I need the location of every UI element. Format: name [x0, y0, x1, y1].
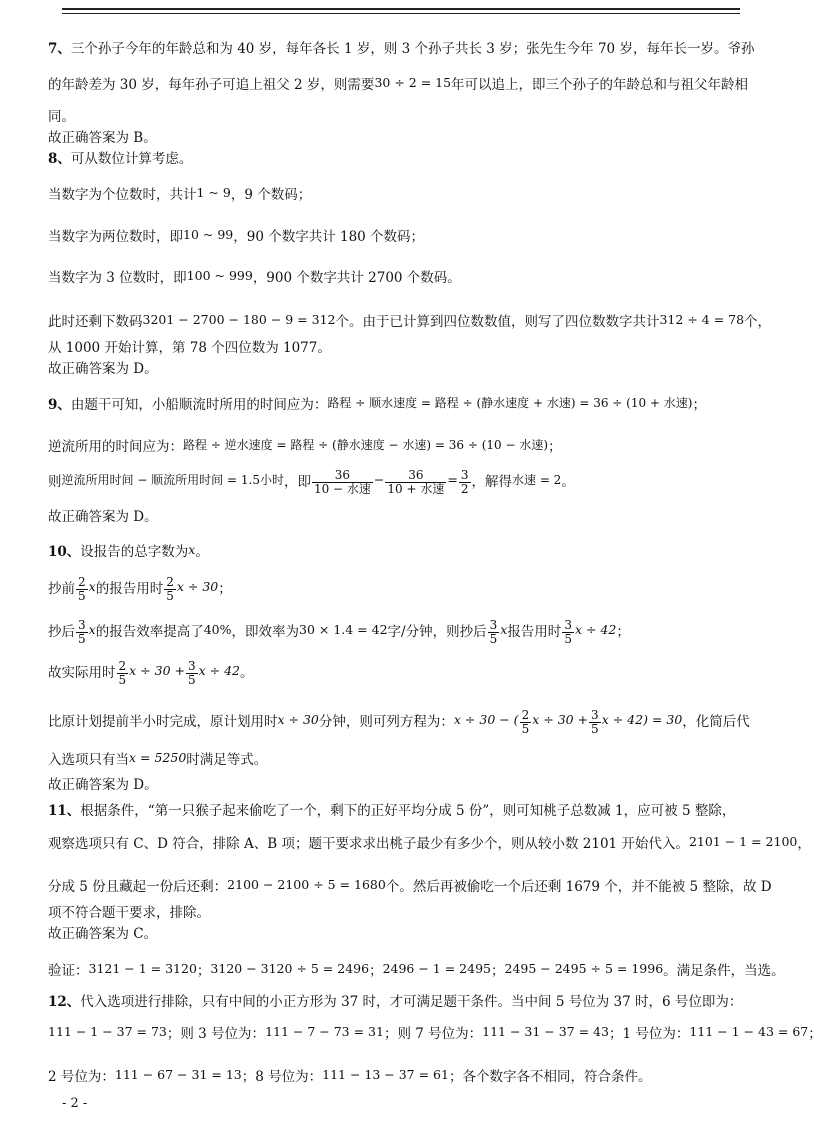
q12-math: 111 − 13 − 37 = 61 [322, 1067, 449, 1082]
q10-text: ； [616, 624, 630, 640]
q10-text: 报告用时 [507, 624, 562, 640]
fraction-numerator: 2 [78, 575, 86, 589]
q11-verification [48, 960, 785, 980]
q12-math: 111 − 67 − 31 = 13 [114, 1067, 242, 1082]
q11-math: 2100 − 2100 ÷ 5 = 1680 [227, 877, 386, 892]
q11-math: 3120 − 3120 ÷ 5 = 2496 [210, 961, 370, 976]
q10-line-2 [48, 615, 630, 647]
q8-intro: 可从数位计算考虑。 [70, 151, 193, 167]
q8-math: 3201 − 2700 − 180 − 9 = 312 [142, 312, 336, 327]
q9-text: 。 [561, 474, 575, 490]
q10-math: x ÷ 30 [176, 579, 219, 594]
q9-math: = [447, 472, 458, 487]
header-rule-thin [62, 13, 740, 14]
q11-line-2 [48, 833, 811, 853]
q10-answer: 故正确答案为 D。 [48, 777, 158, 793]
q10-text: 故实际用时 [48, 665, 116, 681]
fraction-numerator: 2 [166, 575, 174, 589]
page-number: - 2 - [62, 1096, 88, 1111]
q8-line-2 [48, 226, 424, 246]
q10-math: x ÷ 30 + [532, 712, 589, 727]
q10-text: 入选项只有当 [48, 752, 129, 768]
q8-text: ，90 个数字共计 180 个数码； [233, 229, 425, 245]
q10-text: 分钟，则可列方程为： [318, 714, 454, 730]
fraction-numerator: 3 [460, 468, 469, 482]
fraction-denominator: 5 [187, 673, 196, 687]
q8-math: 10 ~ 99 [183, 227, 234, 242]
q10-intro-line [48, 541, 209, 561]
fraction-numerator: 3 [78, 618, 86, 632]
q12-math: 111 − 1 − 37 = 73 [48, 1024, 167, 1039]
q12-text: ；则 7 号位为： [383, 1026, 483, 1042]
q10-math: x ÷ 30 [277, 712, 319, 727]
fraction-numerator: 2 [521, 708, 530, 722]
q10-fraction [186, 660, 198, 687]
q7-line-1 [48, 40, 754, 58]
q9-math: 路程 ÷ 顺水速度 = 路程 ÷ (静水速度 + 水速) = 36 ÷ (10 + 水速) [327, 396, 693, 410]
q10-text: 。 [240, 665, 254, 681]
q8-text: 当数字为个位数时，共计 [48, 187, 197, 203]
q8-text: 个。由于已计算到四位数数值，则写了四位数数字共计 [335, 314, 660, 330]
q10-math: 30 × 1.4 = 42 [299, 622, 388, 637]
q9-text: ，解得 [471, 474, 512, 490]
q9-text: 则 [48, 474, 62, 490]
q8-text: 此时还剩下数码 [48, 314, 143, 330]
q9-text: ，即 [283, 474, 311, 490]
q10-fraction [76, 619, 88, 646]
q10-math: x ÷ 30 − ( [453, 712, 519, 727]
q8-intro-line [48, 150, 192, 168]
q12-math: 111 − 7 − 73 = 31 [265, 1024, 384, 1039]
q8-answer: 故正确答案为 D。 [48, 361, 158, 377]
fraction-numerator: 36 [385, 469, 446, 483]
fraction-denominator: 5 [489, 632, 498, 646]
q9-line-1 [48, 394, 706, 414]
q10-fraction [562, 619, 574, 646]
q8-line-3 [48, 267, 461, 287]
q10-text: 的报告效率提高了 [95, 624, 204, 640]
q10-math: x [500, 622, 508, 637]
q8-text: 个， [744, 314, 772, 330]
q10-math: x [88, 579, 96, 594]
q11-text: 验证： [48, 963, 89, 979]
fraction-denominator: 10 + 水速 [387, 482, 445, 496]
q12-number: 12、 [48, 994, 81, 1010]
q11-text: ， [797, 836, 811, 852]
q12-text: ；1 号位为： [608, 1026, 690, 1042]
q10-text: 字/分钟，则抄后 [387, 624, 487, 640]
q10-text: ，即效率为 [231, 624, 299, 640]
q7-number: 7、 [48, 41, 71, 57]
q11-line-1 [48, 802, 735, 820]
q11-math: 2101 − 1 = 2100 [688, 834, 798, 849]
q11-math: 3121 − 1 = 3120 [88, 961, 197, 976]
q10-fraction [117, 660, 129, 687]
q7-text-3: 年可以追上，即三个孙子的年龄总和与祖父年龄相 [451, 77, 749, 93]
q10-math: x [188, 542, 196, 557]
q8-math: 312 ÷ 4 = 78 [659, 312, 745, 327]
q10-math: x = 5250 [129, 750, 187, 765]
q11-answer: 故正确答案为 C。 [48, 926, 158, 942]
q8-text: ，900 个数字共计 2700 个数码。 [252, 270, 461, 286]
q8-text: 当数字为两位数时，即 [48, 229, 183, 245]
q10-number: 10、 [48, 544, 81, 560]
fraction-denominator: 5 [564, 632, 572, 646]
q10-line-5 [48, 749, 267, 769]
fraction-denominator: 5 [118, 673, 127, 687]
q12-line-3 [48, 1066, 651, 1086]
q10-text: 抄后 [48, 624, 75, 640]
q9-math: − [373, 472, 385, 487]
q10-line-4 [48, 705, 750, 737]
q9-number: 9、 [48, 397, 71, 413]
q10-math: x ÷ 42 [198, 663, 240, 678]
q11-text: ； [369, 963, 383, 979]
q7-text-1: 三个孙子今年的年龄总和为 40 岁，每年各长 1 岁，则 3 个孙子共长 3 岁；张先生今年 70 岁，每年长一岁。爷孙 [70, 41, 755, 57]
q10-fraction [76, 576, 88, 603]
fraction-denominator: 5 [521, 722, 530, 736]
fraction-numerator: 3 [591, 708, 599, 722]
q8-math: 1 ~ 9 [196, 185, 231, 200]
q11-text: ； [491, 963, 505, 979]
q11-text: ； [196, 963, 211, 979]
q11-math: 2495 − 2495 ÷ 5 = 1996 [504, 961, 664, 976]
q10-fraction [164, 576, 176, 603]
fraction-denominator: 5 [591, 722, 599, 736]
q7-line-2 [48, 74, 748, 94]
q10-text: 比原计划提前半小时完成，原计划用时 [48, 714, 278, 730]
q8-math: 100 ~ 999 [186, 268, 253, 283]
q10-text: 抄前 [48, 581, 75, 597]
q10-fraction [589, 709, 601, 736]
q12-text: ； [808, 1026, 822, 1042]
fraction-denominator: 10 − 水速 [313, 482, 371, 496]
header-rule-thick [62, 8, 740, 10]
q10-text: 。 [195, 544, 209, 560]
q9-fraction-1 [312, 469, 373, 496]
q10-math: 40% [203, 622, 232, 637]
q9-text: ； [548, 439, 562, 455]
q8-line-4 [48, 311, 771, 331]
q10-math: x [88, 622, 96, 637]
fraction-numerator: 2 [118, 659, 127, 673]
q7-answer: 故正确答案为 B。 [48, 130, 157, 146]
q9-math: 水速 = 2 [512, 473, 562, 487]
q12-text: ；则 3 号位为： [166, 1026, 266, 1042]
q10-fraction [520, 709, 532, 736]
q10-text: 时满足等式。 [186, 752, 268, 768]
q11-text: 个。然后再被偷吃一个后还剩 1679 个，并不能被 5 整除，故 D [385, 879, 772, 895]
fraction-denominator: 2 [460, 482, 469, 496]
q10-text: ； [218, 581, 232, 597]
q11-line-4: 项不符合题干要求，排除。 [48, 905, 210, 921]
q10-math: x ÷ 42 [574, 622, 617, 637]
q10-text: 的报告用时 [95, 581, 164, 597]
q9-math: 逆流所用时间 − 顺流所用时间 = 1.5小时 [61, 473, 284, 487]
q10-fraction [488, 619, 500, 646]
fraction-numerator: 3 [489, 618, 498, 632]
q7-math: 30 ÷ 2 = 15 [374, 75, 452, 90]
q10-line-1 [48, 572, 232, 604]
q10-text: 设报告的总字数为 [80, 544, 189, 560]
q9-line-3 [48, 466, 575, 496]
q8-text: ，9 个数码； [230, 187, 312, 203]
q12-text: 代入选项进行排除，只有中间的小正方形为 37 时，才可满足题干条件。当中间 5 号位为 37 时，6 号位即为： [80, 994, 743, 1010]
q9-text: 逆流所用的时间应为： [48, 439, 183, 455]
q9-fraction-2 [385, 469, 446, 496]
q10-text: ，化简后代 [682, 714, 750, 730]
q11-math: 2496 − 1 = 2495 [382, 961, 491, 976]
q10-line-3 [48, 656, 254, 688]
q8-number: 8、 [48, 151, 71, 167]
q12-text: ；各个数字各不相同，符合条件。 [448, 1069, 652, 1085]
q8-line-1 [48, 184, 311, 204]
fraction-numerator: 36 [312, 469, 373, 483]
fraction-numerator: 3 [187, 659, 196, 673]
q11-text: 观察选项只有 C、D 符合，排除 A、B 项；题干要求求出桃子最少有多少个，则从较小数 2101 开始代入。 [48, 836, 689, 852]
q11-line-3 [48, 876, 772, 896]
fraction-numerator: 3 [564, 618, 572, 632]
q11-text: 分成 5 份且藏起一份后还剩： [48, 879, 228, 895]
q9-answer: 故正确答案为 D。 [48, 509, 158, 525]
q12-text: ；8 号位为： [241, 1069, 323, 1085]
q9-math: 路程 ÷ 逆水速度 = 路程 ÷ (静水速度 − 水速) = 36 ÷ (10 − 水速) [183, 438, 549, 452]
q11-text: 根据条件，“第一只猴子起来偷吃了一个，剩下的正好平均分成 5 份”，则可知桃子总数减 1，应可被 5 整除， [80, 803, 736, 819]
q10-math: x ÷ 30 + [129, 663, 185, 678]
q12-text: 2 号位为： [48, 1069, 115, 1085]
q8-line-5: 从 1000 开始计算，第 78 个四位数为 1077。 [48, 340, 331, 356]
q12-line-1 [48, 993, 742, 1011]
q7-text-2: 的年龄差为 30 岁，每年孙子可追上祖父 2 岁，则需要 [48, 77, 375, 93]
q11-number: 11、 [48, 803, 81, 819]
q12-math: 111 − 31 − 37 = 43 [482, 1024, 609, 1039]
q9-text: 由题干可知，小船顺流时所用的时间应为： [70, 397, 328, 413]
fraction-denominator: 5 [166, 589, 174, 603]
fraction-denominator: 5 [78, 632, 86, 646]
q9-fraction-3 [459, 469, 471, 496]
fraction-denominator: 5 [78, 589, 86, 603]
q7-line-3: 同。 [48, 109, 75, 125]
q12-math: 111 − 1 − 43 = 67 [689, 1024, 809, 1039]
q10-math: x ÷ 42) = 30 [601, 712, 683, 727]
q11-text: 。满足条件，当选。 [663, 963, 785, 979]
q9-line-2 [48, 436, 562, 456]
q9-text: ； [692, 397, 706, 413]
q8-text: 当数字为 3 位数时，即 [48, 270, 187, 286]
q12-line-2 [48, 1023, 822, 1043]
